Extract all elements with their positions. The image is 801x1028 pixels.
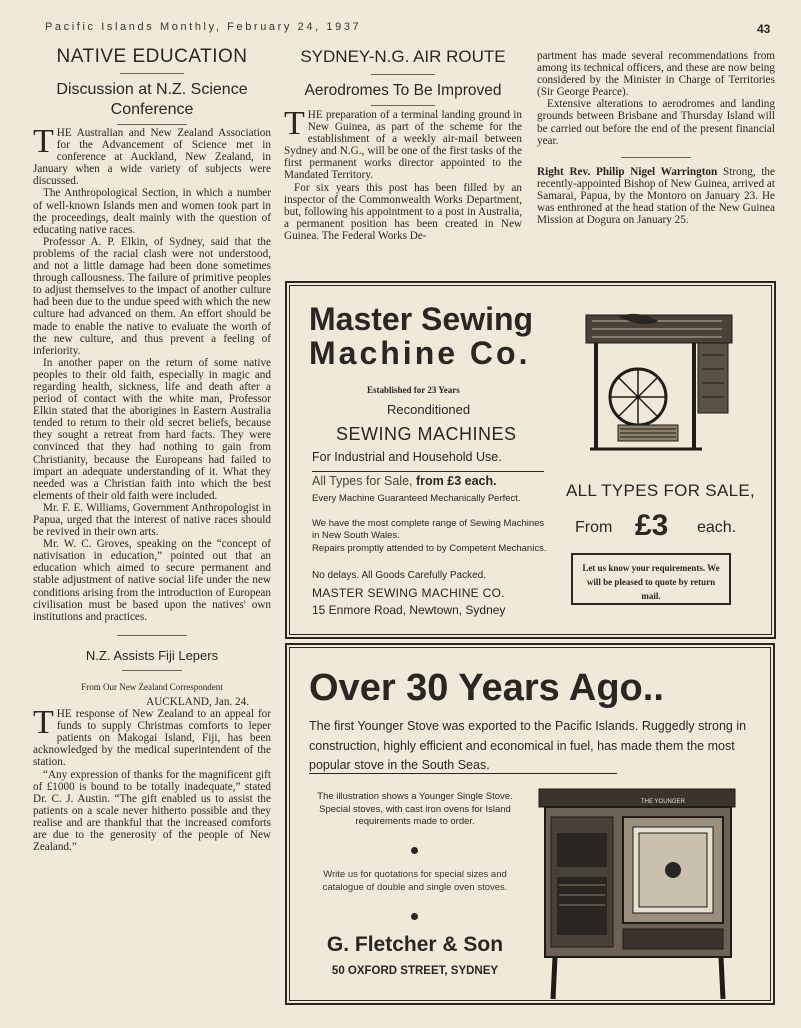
bishop-body: Strong, the recently-appointed Bishop of New Guinea, arrived at Samarai, Papua, by the Montoro on January 23. He was enthroned at the head station of the New Guinea Mission at Dogura on January 25. (537, 165, 775, 227)
headline: Over 30 Years Ago.. (309, 667, 664, 709)
air-route-article (284, 46, 522, 242)
intro-text: The first Younger Stove was exported to the Pacific Islands. Ruggedly strong in construction, highly efficient and economical in fuel, has made them the most popular stove in the South Seas. (309, 719, 747, 772)
air-route-continued (537, 50, 775, 226)
price-value: £3 (635, 509, 669, 542)
paragraph: HE response of New Zealand to an appeal for funds to supply Christmas comforts to leper patients on Makogai Island, Fiji, has been acknowledged by the medical superintendent of the station. (33, 708, 271, 769)
article-subtitle-line-1: Discussion at N.Z. Science (56, 81, 248, 98)
company-name-line-2: Machine Co. (309, 335, 531, 371)
page-number: 43 (757, 22, 771, 36)
write-text: Write us for quotations for special sizes and catalogue of double and single oven stoves. (322, 869, 508, 893)
drop-cap: T (284, 105, 305, 142)
dateline: AUCKLAND, Jan. 24. (146, 695, 249, 708)
subtitle-rule (117, 124, 187, 125)
bullet-dot (411, 847, 418, 854)
established-text: Established for 23 Years (367, 385, 460, 395)
paragraph: The Anthropological Section, in which a number of well-known Islands men and women took part in the proceedings, dealt mainly with the question of educating native races. (33, 187, 271, 236)
price-line (575, 509, 750, 543)
title-rule (120, 73, 184, 74)
repairs-text: Repairs promptly attended to by Competent Mechanics. (312, 543, 547, 554)
paragraph: “Any expression of thanks for the magnificent gift of £1000 is bound to be totally inadequate,” stated Dr. C. J. Austin. “The gift enabled us to assist the patients on a scale never hitherto possible and they realise and are thankful that the increased comforts are due to the generosity of the people of New Zealand.” (33, 768, 271, 854)
company-address: 50 OXFORD STREET, SYDNEY (331, 965, 499, 977)
paragraph: partment has made several recommendations from among its technical officers, and these are now being considered by the Minister in Charge of Territories (Sir George Pearce). (537, 50, 775, 99)
native-education-article (33, 46, 271, 853)
paragraph: In another paper on the return of some native peoples to their old faith, especially in magic and regarding health, sickness, life and death after a period of contact with the white man, Professor Elkin stated that the aborigines in Eastern Australia tended to return to their old secret beliefs, because they sought a retreat from hard facts. They were convinced that they had nothing to gain from Christianity, because the Europeans had failed to impart an adequate understanding of it. What they needed was a Christian faith into which the best elements of their old faith were included. (33, 356, 271, 502)
illustration-note: The illustration shows a Younger Single Stove. Special stoves, with cast iron ovens for Island requirements made to order. (317, 791, 513, 827)
byline: From Our New Zealand Correspondent (81, 681, 223, 692)
all-types-heading: ALL TYPES FOR SALE, (566, 481, 755, 500)
quote-box (571, 553, 731, 605)
title-rule (371, 74, 435, 75)
company-name: G. Fletcher & Son (326, 933, 504, 956)
each-label: each. (697, 519, 737, 536)
article-title: SYDNEY-N.G. AIR ROUTE (300, 47, 506, 66)
use-text: For Industrial and Household Use. (312, 450, 502, 464)
product-name: SEWING MACHINES (336, 424, 517, 444)
paragraph: HE Australian and New Zealand Association for the Advancement of Science met in conference at Auckland, New Zealand, in January when a wide variety of subjects were discussed. (33, 127, 271, 188)
stove-illustration (533, 785, 741, 1003)
section-rule (117, 635, 187, 636)
paragraph: HE preparation of a terminal landing ground in New Guinea, as part of the scheme for the establishment of a weekly air-mail between Sydney and N.G., will be one of the first tasks of the first permanent works director appointed to the Mandated Territory. (284, 109, 522, 182)
bullet-dot (411, 913, 418, 920)
from-label: From (575, 519, 613, 536)
reconditioned-text: Reconditioned (387, 402, 471, 417)
article-subtitle: Aerodromes To Be Improved (304, 82, 502, 99)
bishop-lead: Right Rev. Philip Nigel Warrington (537, 165, 718, 178)
section-rule (621, 157, 691, 158)
paragraph: Professor A. P. Elkin, of Sydney, said that the problems of the racial clash were not understood, and not a little damage had been done sometimes through callousness. The failure of primitive peoples to adjust themselves to the impact of another culture had been due to the undue speed with which the new culture had advanced on them. An effort should be made to enable the native to evaluate the worth of the new culture, and thus prevent a feeling of inferiority. (33, 235, 271, 357)
range-text: We have the most complete range of Sewing Machines in New South Wales. (312, 518, 545, 541)
drop-cap: T (33, 123, 54, 160)
company-name-line-1: Master Sewing (309, 301, 534, 337)
paragraph: For six years this post has been filled by an inspector of the Commonwealth Works Department, but, following his appointment to a post in Australia, a permanent position has been created in New Guinea. The Federal Works De- (284, 181, 522, 242)
title-rule (122, 670, 182, 671)
intro-underline (309, 773, 617, 774)
drop-cap: T (33, 704, 54, 742)
stove-ad (285, 643, 775, 1005)
paragraph: Mr. W. C. Groves, speaking on the “concept of nativisation in education,” pointed out that an education which aimed to secure permanent and stable adjustment of native social life under the new conditions arising from the introduction of European civilisation must be based upon the natives' own institutions and practices. (33, 538, 271, 623)
stove-plate-text: THE YOUNGER (641, 799, 685, 805)
from-price-text: from £3 each. (416, 474, 497, 488)
article-subtitle-line-2: Conference (110, 101, 194, 118)
types-text: All Types for Sale, (312, 474, 413, 488)
subtitle-rule (371, 105, 435, 106)
paragraph: Extensive alterations to aerodromes and landing grounds between Brisbane and Thursday Island will be carried out before the end of the present financial year. (537, 98, 775, 147)
guarantee-text: Every Machine Guaranteed Mechanically Perfect. (312, 493, 521, 504)
sewing-machine-ad (285, 281, 776, 639)
address-text: 15 Enmore Road, Newtown, Sydney (312, 603, 506, 617)
sewing-machine-illustration (578, 307, 738, 457)
types-line (312, 471, 544, 488)
article-title: NATIVE EDUCATION (56, 46, 248, 67)
delays-text: No delays. All Goods Carefully Packed. (312, 570, 486, 581)
fiji-title: N.Z. Assists Fiji Lepers (85, 647, 219, 663)
company-footer: MASTER SEWING MACHINE CO. (312, 586, 505, 600)
quote-text: Let us know your requirements. We will be pleased to quote by return mail. (582, 563, 720, 601)
running-head: Pacific Islands Monthly, February 24, 1937 (45, 21, 362, 33)
paragraph: Mr. F. E. Williams, Government Anthropologist in Papua, urged that the interest of native races should be revived in their own arts. (33, 501, 271, 539)
